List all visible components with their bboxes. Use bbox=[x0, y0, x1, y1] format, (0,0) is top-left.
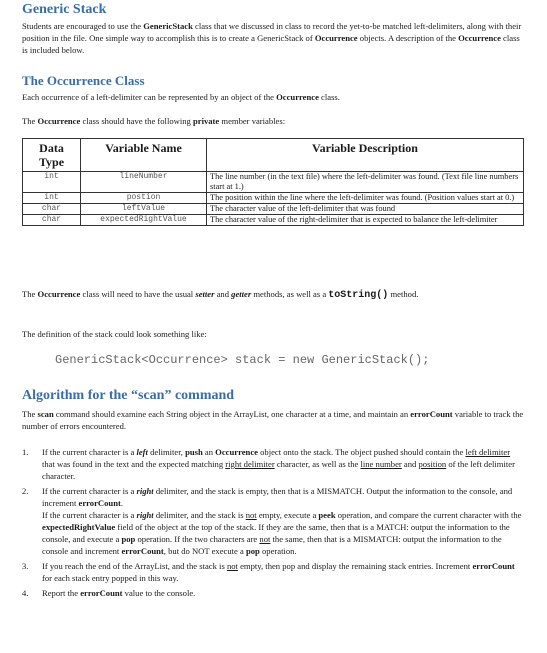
generic-stack-paragraph: Students are encouraged to use the GenericStack class that we discussed in class to record the yet-to-be matched left-delimiters, along with their position in the file. One simple way to accomplish this is to create a GenericStack of Occurrence objects. A description of the Occurrence class is included below. bbox=[22, 21, 522, 55]
table-header-row bbox=[23, 139, 524, 172]
list-item: 3. If you reach the end of the ArrayList, and the stack is not empty, then pop and display the remaining stack entries. Increment errorCount for each stack entry popped in this way. bbox=[22, 561, 515, 583]
header-variable-name: Variable Name bbox=[81, 139, 207, 172]
cell-name: lineNumber bbox=[81, 172, 207, 193]
section-title-generic-stack: Generic Stack bbox=[22, 2, 107, 17]
occurrence-intro: Each occurrence of a left-delimiter can be represented by an object of the Occurrence class. bbox=[22, 92, 340, 102]
table-row bbox=[23, 215, 524, 226]
cell-name: leftValue bbox=[81, 204, 207, 215]
list-item: 2. If the current character is a right delimiter, and the stack is empty, then that is a MISMATCH. Output the information to the console, and increment errorCount. If the current character is a right delimiter, and the stack is not empty, execute a peek operation, and compare the current character with the expectedRightValue field of the object at the top of the stack. If they are the same, then that is a MATCH: output the information to the console, and execute a pop operation. If the two characters are not the same, then that is a MISMATCH: output the information to the console and increment errorCount, but do NOT execute a pop operation. bbox=[22, 486, 522, 556]
cell-desc: The character value of the left-delimiter that was found bbox=[207, 204, 524, 215]
table-row bbox=[23, 193, 524, 204]
table-row bbox=[23, 204, 524, 215]
cell-desc: The character value of the right-delimiter that is expected to balance the left-delimiter bbox=[207, 215, 524, 226]
cell-type: char bbox=[23, 204, 81, 215]
cell-name: postion bbox=[81, 193, 207, 204]
table-row bbox=[23, 172, 524, 193]
cell-name: expectedRightValue bbox=[81, 215, 207, 226]
cell-type: int bbox=[23, 172, 81, 193]
algorithm-steps bbox=[22, 446, 522, 602]
cell-type: char bbox=[23, 215, 81, 226]
step-number: 2. bbox=[22, 486, 29, 496]
cell-desc: The line number (in the text file) where the left-delimiter was found. (Text file line numbers start at 1.) bbox=[207, 172, 524, 193]
cell-type: int bbox=[23, 193, 81, 204]
step-number: 3. bbox=[22, 561, 29, 571]
private-members-intro: The Occurrence class should have the following private member variables: bbox=[22, 116, 286, 126]
step-number: 4. bbox=[22, 588, 29, 598]
header-data-type: Data Type bbox=[23, 139, 81, 172]
methods-paragraph: The Occurrence class will need to have the usual setter and getter methods, as well as a toString() method. bbox=[22, 289, 419, 301]
list-item: 1. If the current character is a left delimiter, push an Occurrence object onto the stack. The object pushed should contain the left delimiter that was found in the text and the expected matching right delimiter character, as well as the line number and position of the left delimiter character. bbox=[22, 447, 515, 481]
member-variables-table bbox=[22, 138, 524, 226]
section-title-occurrence-class: The Occurrence Class bbox=[22, 73, 145, 88]
code-snippet: GenericStack<Occurrence> stack = new GenericStack(); bbox=[55, 353, 430, 367]
list-item: 4. Report the errorCount value to the console. bbox=[22, 588, 196, 598]
section-title-algorithm: Algorithm for the “scan” command bbox=[22, 388, 235, 403]
header-variable-description: Variable Description bbox=[207, 139, 524, 172]
scan-paragraph: The scan command should examine each String object in the ArrayList, one character at a time, and maintain an errorCount variable to track the number of errors encountered. bbox=[22, 409, 524, 431]
definition-intro: The definition of the stack could look something like: bbox=[22, 329, 207, 339]
step-number: 1. bbox=[22, 447, 29, 457]
cell-desc: The position within the line where the left-delimiter was found. (Position values start at 0.) bbox=[207, 193, 524, 204]
